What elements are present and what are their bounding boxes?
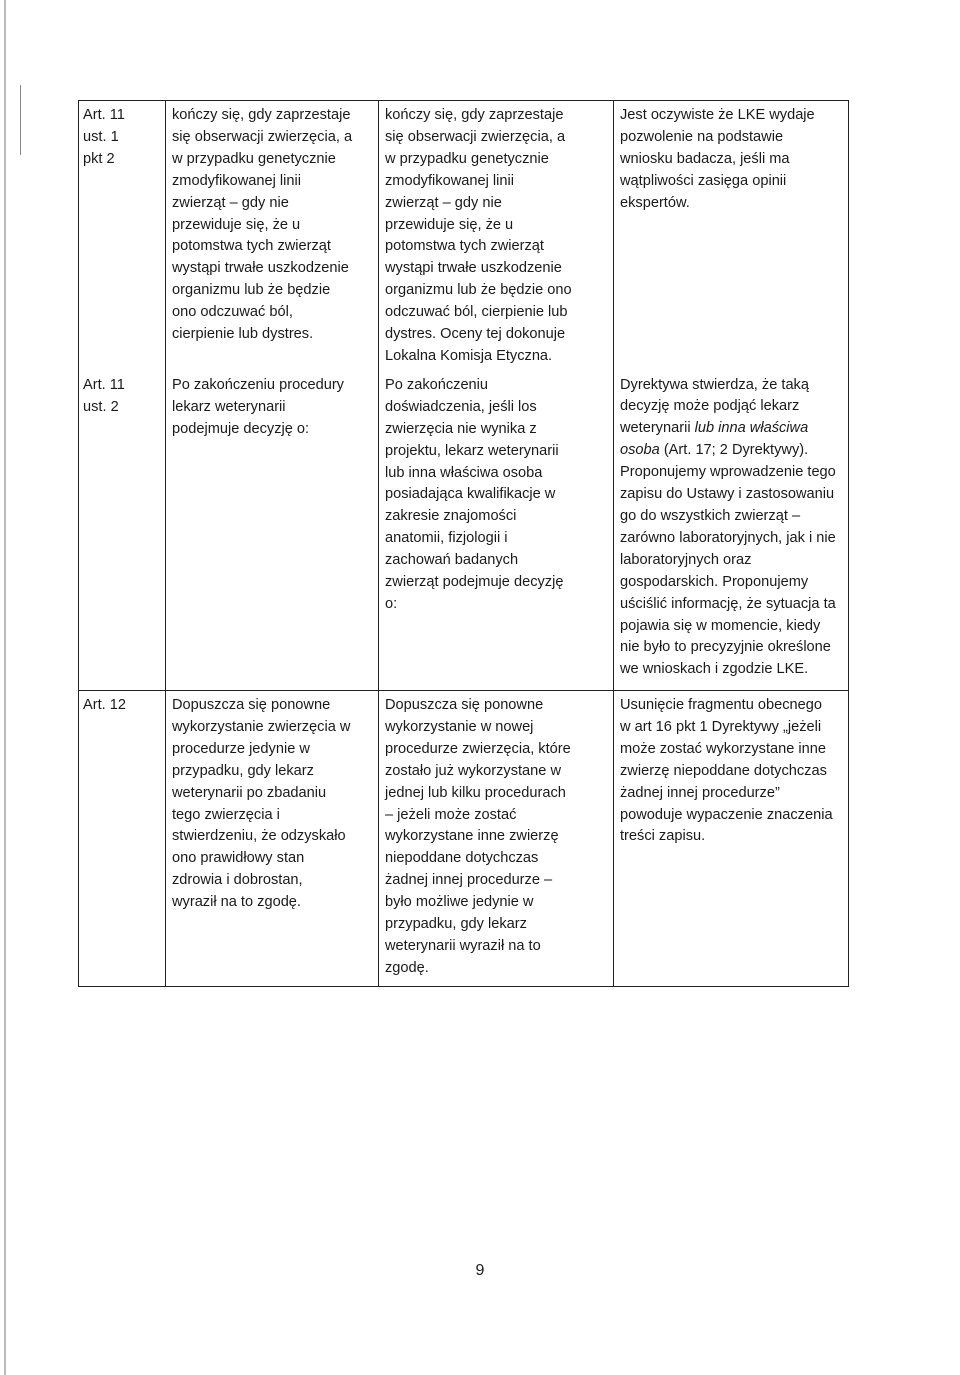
text-line: Art. 12 bbox=[83, 697, 126, 713]
text-line: Art. 11 bbox=[83, 376, 125, 393]
text-line bbox=[620, 761, 842, 783]
text-run: może zostać wykorzystane inne bbox=[620, 740, 827, 757]
table-row bbox=[79, 691, 849, 987]
text-line: wyraził na to zgodę. bbox=[172, 894, 301, 911]
text-run: (Art. 17; 2 Dyrektywy). bbox=[659, 442, 809, 459]
text-run: zarówno laboratoryjnych, jak i nie bbox=[620, 529, 836, 546]
text-line: pozwolenie na podstawie bbox=[620, 128, 784, 145]
text-line: niepoddane dotychczas bbox=[385, 850, 539, 867]
paragraph bbox=[83, 375, 159, 419]
text-run: nie było to precyzyjnie określone bbox=[620, 639, 831, 656]
text-line: organizmu lub że będzie bbox=[172, 282, 331, 299]
paragraph bbox=[385, 105, 607, 368]
text-line: odczuwać ból, cierpienie lub bbox=[385, 304, 568, 321]
text-line: posiadająca kwalifikacje w bbox=[385, 486, 556, 503]
article-cell bbox=[79, 691, 166, 987]
text-line: przewiduje się, że u bbox=[172, 216, 301, 233]
text-line: zdrowia i dobrostan, bbox=[172, 872, 303, 889]
text-run: we wnioskach i zgodzie LKE. bbox=[620, 661, 809, 678]
text-run: gospodarskich. Proponujemy bbox=[620, 573, 809, 590]
paragraph bbox=[83, 105, 159, 171]
text-run: zwierzę niepoddane dotychczas bbox=[620, 762, 827, 779]
text-line: wykorzystane inne zwierzę bbox=[385, 828, 559, 845]
text-line: doświadczenia, jeśli los bbox=[385, 398, 537, 415]
text-line bbox=[620, 594, 842, 616]
text-line: się obserwacji zwierzęcia, a bbox=[172, 128, 353, 145]
text-line: weterynarii wyraził na to bbox=[385, 937, 541, 954]
text-line: potomstwa tych zwierząt bbox=[385, 238, 544, 255]
scan-margin-mark bbox=[20, 85, 21, 155]
text-line bbox=[620, 484, 842, 506]
text-line: zakresie znajomości bbox=[385, 508, 517, 525]
text-line: zwierząt – gdy nie bbox=[385, 194, 502, 211]
text-run: decyzję może podjąć lekarz bbox=[620, 398, 800, 415]
text-line bbox=[620, 572, 842, 594]
text-run: uściślić informację, że sytuacja ta bbox=[620, 595, 836, 612]
text-run: powoduje wypaczenie znaczenia bbox=[620, 806, 833, 823]
text-run: Usunięcie fragmentu obecnego bbox=[620, 697, 823, 713]
text-line: kończy się, gdy zaprzestaje bbox=[172, 107, 351, 123]
italic-text: lub inna właściwa bbox=[694, 420, 809, 437]
text-line: stwierdzeniu, że odzyskało bbox=[172, 828, 346, 845]
text-line: wniosku badacza, jeśli ma bbox=[620, 150, 790, 167]
text-line bbox=[620, 805, 842, 827]
text-line: wątpliwości zasięga opinii bbox=[620, 172, 787, 189]
paragraph bbox=[172, 375, 372, 441]
comment-cell bbox=[614, 101, 849, 691]
text-line: ust. 1 bbox=[83, 128, 119, 145]
text-line bbox=[620, 396, 842, 418]
text-line: wystąpi trwałe uszkodzenie bbox=[172, 260, 349, 277]
text-run: laboratoryjnych oraz bbox=[620, 551, 752, 568]
text-line: Jest oczywiste że LKE wydaje bbox=[620, 107, 815, 123]
text-line: jednej lub kilku procedurach bbox=[385, 784, 566, 801]
text-line: Po zakończeniu bbox=[385, 376, 489, 393]
comparison-table bbox=[78, 100, 849, 987]
text-line: o: bbox=[385, 595, 398, 612]
text-line bbox=[620, 783, 842, 805]
text-line bbox=[620, 506, 842, 528]
directive-text-cell bbox=[166, 101, 379, 691]
text-line: zwierzęcia nie wynika z bbox=[385, 420, 537, 437]
text-line bbox=[620, 695, 842, 717]
text-line: Lokalna Komisja Etyczna. bbox=[385, 347, 553, 364]
draft-text-cell bbox=[379, 691, 614, 987]
text-run: w art 16 pkt 1 Dyrektywy „jeżeli bbox=[620, 718, 822, 735]
text-line bbox=[620, 462, 842, 484]
text-line: było możliwe jedynie w bbox=[385, 894, 534, 911]
text-line: zwierząt podejmuje decyzję bbox=[385, 574, 564, 591]
text-line: tego zwierzęcia i bbox=[172, 806, 280, 823]
text-line: procedurze zwierzęcia, które bbox=[385, 740, 571, 757]
text-line: ono prawidłowy stan bbox=[172, 850, 305, 867]
text-line: podejmuje decyzję o: bbox=[172, 420, 310, 437]
text-line bbox=[620, 659, 842, 681]
text-run: Dyrektywa stwierdza, że taką bbox=[620, 376, 809, 393]
paragraph bbox=[620, 105, 842, 215]
text-line: Art. 11 bbox=[83, 107, 125, 123]
text-line: – jeżeli może zostać bbox=[385, 806, 517, 823]
text-line: wystąpi trwałe uszkodzenie bbox=[385, 260, 562, 277]
text-line bbox=[620, 637, 842, 659]
text-run: żadnej innej procedurze” bbox=[620, 784, 780, 801]
text-line: Po zakończeniu procedury bbox=[172, 376, 344, 393]
paragraph bbox=[385, 375, 607, 616]
text-run: zapisu do Ustawy i zastosowaniu bbox=[620, 486, 835, 503]
text-line: przypadku, gdy lekarz bbox=[172, 762, 314, 779]
text-line: Dopuszcza się ponowne bbox=[172, 697, 331, 713]
text-line bbox=[620, 440, 842, 462]
text-line: procedurze jedynie w bbox=[172, 740, 310, 757]
text-line: projektu, lekarz weterynarii bbox=[385, 442, 559, 459]
text-line: w przypadku genetycznie bbox=[385, 150, 549, 167]
comment-cell bbox=[614, 691, 849, 987]
text-line: zgodę. bbox=[385, 959, 429, 976]
text-line: wykorzystanie w nowej bbox=[385, 718, 534, 735]
directive-text-cell bbox=[166, 691, 379, 987]
paragraph bbox=[172, 105, 372, 346]
text-run: treści zapisu. bbox=[620, 828, 706, 845]
text-line: zachowań badanych bbox=[385, 552, 519, 569]
text-line: w przypadku genetycznie bbox=[172, 150, 336, 167]
text-line bbox=[620, 418, 842, 440]
draft-text-cell bbox=[379, 101, 614, 691]
text-line: zmodyfikowanej linii bbox=[385, 172, 514, 189]
text-line: ekspertów. bbox=[620, 194, 690, 211]
text-run: Proponujemy wprowadzenie tego bbox=[620, 464, 836, 481]
text-run: pojawia się w momencie, kiedy bbox=[620, 617, 821, 634]
text-line bbox=[620, 717, 842, 739]
text-line bbox=[620, 375, 842, 397]
page-number: 9 bbox=[475, 1262, 485, 1279]
paragraph bbox=[172, 695, 372, 914]
scan-margin-mark bbox=[4, 0, 6, 1375]
paragraph bbox=[620, 695, 842, 848]
text-line: lekarz weterynarii bbox=[172, 398, 286, 415]
paragraph bbox=[83, 695, 159, 717]
text-line: anatomii, fizjologii i bbox=[385, 530, 508, 547]
text-line: organizmu lub że będzie ono bbox=[385, 282, 572, 299]
text-line bbox=[620, 528, 842, 550]
text-line: się obserwacji zwierzęcia, a bbox=[385, 128, 566, 145]
text-line: cierpienie lub dystres. bbox=[172, 326, 314, 343]
text-line: zostało już wykorzystane w bbox=[385, 762, 562, 779]
italic-text: osoba bbox=[620, 442, 660, 459]
text-line: potomstwa tych zwierząt bbox=[172, 238, 331, 255]
text-line: weterynarii po zbadaniu bbox=[172, 784, 327, 801]
text-line: wykorzystanie zwierzęcia w bbox=[172, 718, 351, 735]
text-run: go do wszystkich zwierząt – bbox=[620, 507, 801, 524]
text-line bbox=[620, 739, 842, 761]
text-line bbox=[620, 616, 842, 638]
paragraph bbox=[620, 375, 842, 682]
text-line: przypadku, gdy lekarz bbox=[385, 916, 527, 933]
text-line: lub inna właściwa osoba bbox=[385, 464, 543, 481]
article-cell bbox=[79, 101, 166, 691]
text-line: żadnej innej procedurze – bbox=[385, 872, 553, 889]
text-line: zmodyfikowanej linii bbox=[172, 172, 301, 189]
text-line: przewiduje się, że u bbox=[385, 216, 514, 233]
text-line bbox=[620, 550, 842, 572]
paragraph bbox=[385, 695, 607, 980]
text-run: weterynarii bbox=[620, 420, 695, 437]
text-line: ust. 2 bbox=[83, 398, 119, 415]
text-line: pkt 2 bbox=[83, 150, 115, 167]
text-line: dystres. Oceny tej dokonuje bbox=[385, 326, 566, 343]
table-row bbox=[79, 101, 849, 691]
text-line: kończy się, gdy zaprzestaje bbox=[385, 107, 564, 123]
text-line: ono odczuwać ból, bbox=[172, 304, 293, 321]
text-line bbox=[620, 826, 842, 848]
text-line: zwierząt – gdy nie bbox=[172, 194, 289, 211]
text-line: Dopuszcza się ponowne bbox=[385, 697, 544, 713]
